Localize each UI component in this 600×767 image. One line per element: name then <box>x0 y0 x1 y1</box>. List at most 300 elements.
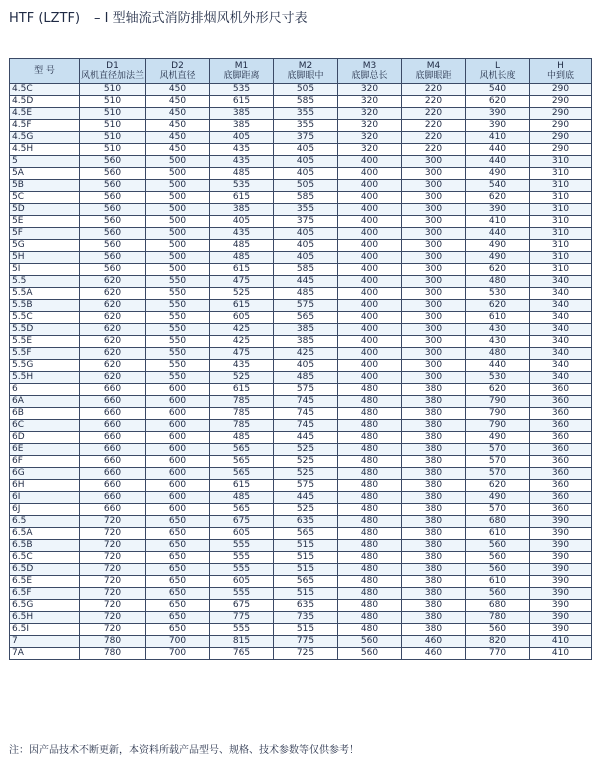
value-cell: 620 <box>466 384 530 396</box>
value-cell: 405 <box>274 240 338 252</box>
value-cell: 615 <box>210 192 274 204</box>
value-cell: 425 <box>210 336 274 348</box>
table-row <box>10 264 592 276</box>
value-cell: 310 <box>530 168 592 180</box>
value-cell: 720 <box>80 516 146 528</box>
table-row <box>10 300 592 312</box>
value-cell: 450 <box>146 96 210 108</box>
value-cell: 400 <box>338 324 402 336</box>
value-cell: 300 <box>402 192 466 204</box>
value-cell: 560 <box>80 252 146 264</box>
value-cell: 480 <box>338 444 402 456</box>
value-cell: 490 <box>466 432 530 444</box>
value-cell: 610 <box>466 528 530 540</box>
value-cell: 400 <box>338 168 402 180</box>
value-cell: 445 <box>274 276 338 288</box>
value-cell: 390 <box>530 552 592 564</box>
table-row <box>10 540 592 552</box>
value-cell: 380 <box>402 444 466 456</box>
value-cell: 390 <box>530 576 592 588</box>
table-row <box>10 624 592 636</box>
value-cell: 410 <box>466 132 530 144</box>
model-cell: 5 <box>10 156 80 168</box>
value-cell: 605 <box>210 528 274 540</box>
value-cell: 720 <box>80 552 146 564</box>
value-cell: 555 <box>210 564 274 576</box>
value-cell: 400 <box>338 180 402 192</box>
value-cell: 300 <box>402 240 466 252</box>
table-row <box>10 312 592 324</box>
value-cell: 500 <box>146 252 210 264</box>
value-cell: 300 <box>402 228 466 240</box>
value-cell: 720 <box>80 612 146 624</box>
model-cell: 6D <box>10 432 80 444</box>
value-cell: 425 <box>210 324 274 336</box>
value-cell: 600 <box>146 456 210 468</box>
model-cell: 5.5G <box>10 360 80 372</box>
value-cell: 400 <box>338 204 402 216</box>
value-cell: 525 <box>210 372 274 384</box>
value-cell: 480 <box>338 600 402 612</box>
value-cell: 390 <box>530 564 592 576</box>
value-cell: 340 <box>530 324 592 336</box>
value-cell: 440 <box>466 144 530 156</box>
model-cell: 4.5F <box>10 120 80 132</box>
value-cell: 375 <box>274 132 338 144</box>
value-cell: 720 <box>80 528 146 540</box>
value-cell: 790 <box>466 408 530 420</box>
value-cell: 725 <box>274 648 338 660</box>
value-cell: 310 <box>530 180 592 192</box>
model-cell: 6 <box>10 384 80 396</box>
value-cell: 480 <box>338 504 402 516</box>
value-cell: 570 <box>466 468 530 480</box>
value-cell: 480 <box>338 564 402 576</box>
value-cell: 650 <box>146 564 210 576</box>
value-cell: 310 <box>530 228 592 240</box>
value-cell: 300 <box>402 204 466 216</box>
value-cell: 300 <box>402 312 466 324</box>
value-cell: 440 <box>466 360 530 372</box>
value-cell: 745 <box>274 408 338 420</box>
table-row <box>10 480 592 492</box>
value-cell: 360 <box>530 504 592 516</box>
value-cell: 660 <box>80 456 146 468</box>
value-cell: 290 <box>530 96 592 108</box>
value-cell: 380 <box>402 492 466 504</box>
value-cell: 565 <box>210 504 274 516</box>
value-cell: 505 <box>274 84 338 96</box>
value-cell: 450 <box>146 132 210 144</box>
value-cell: 485 <box>210 168 274 180</box>
value-cell: 585 <box>274 192 338 204</box>
value-cell: 310 <box>530 204 592 216</box>
value-cell: 355 <box>274 204 338 216</box>
model-cell: 6F <box>10 456 80 468</box>
value-cell: 445 <box>274 432 338 444</box>
value-cell: 620 <box>80 312 146 324</box>
model-cell: 6.5E <box>10 576 80 588</box>
value-cell: 500 <box>146 180 210 192</box>
value-cell: 320 <box>338 96 402 108</box>
value-cell: 720 <box>80 624 146 636</box>
value-cell: 490 <box>466 492 530 504</box>
value-cell: 340 <box>530 372 592 384</box>
model-cell: 6B <box>10 408 80 420</box>
table-row <box>10 276 592 288</box>
value-cell: 400 <box>338 336 402 348</box>
value-cell: 600 <box>146 420 210 432</box>
model-cell: 4.5C <box>10 84 80 96</box>
value-cell: 390 <box>530 624 592 636</box>
model-cell: 6.5A <box>10 528 80 540</box>
value-cell: 620 <box>466 480 530 492</box>
table-row <box>10 552 592 564</box>
model-cell: 5I <box>10 264 80 276</box>
value-cell: 565 <box>274 312 338 324</box>
value-cell: 320 <box>338 132 402 144</box>
title-main: HTF (LZTF) <box>9 11 81 26</box>
value-cell: 565 <box>210 468 274 480</box>
footnote: 注：因产品技术不断更新，本资料所载产品型号、规格、技术参数等仅供参考！ <box>9 745 359 756</box>
value-cell: 560 <box>80 264 146 276</box>
model-cell: 5E <box>10 216 80 228</box>
model-cell: 4.5G <box>10 132 80 144</box>
value-cell: 405 <box>274 228 338 240</box>
value-cell: 385 <box>274 324 338 336</box>
value-cell: 390 <box>466 120 530 132</box>
value-cell: 435 <box>210 360 274 372</box>
value-cell: 405 <box>210 216 274 228</box>
value-cell: 360 <box>530 396 592 408</box>
table-row <box>10 528 592 540</box>
value-cell: 390 <box>530 612 592 624</box>
value-cell: 510 <box>80 84 146 96</box>
table-row <box>10 564 592 576</box>
value-cell: 500 <box>146 216 210 228</box>
value-cell: 650 <box>146 540 210 552</box>
value-cell: 560 <box>80 156 146 168</box>
value-cell: 290 <box>530 84 592 96</box>
model-cell: 6C <box>10 420 80 432</box>
value-cell: 450 <box>146 120 210 132</box>
model-cell: 5.5 <box>10 276 80 288</box>
value-cell: 620 <box>80 360 146 372</box>
value-cell: 390 <box>466 204 530 216</box>
value-cell: 380 <box>402 576 466 588</box>
value-cell: 400 <box>338 312 402 324</box>
value-cell: 745 <box>274 420 338 432</box>
value-cell: 380 <box>402 624 466 636</box>
value-cell: 390 <box>466 108 530 120</box>
table-body <box>10 84 592 660</box>
value-cell: 385 <box>274 336 338 348</box>
value-cell: 220 <box>402 108 466 120</box>
value-cell: 380 <box>402 588 466 600</box>
model-cell: 6.5G <box>10 600 80 612</box>
value-cell: 400 <box>338 240 402 252</box>
model-cell: 5H <box>10 252 80 264</box>
value-cell: 735 <box>274 612 338 624</box>
value-cell: 605 <box>210 576 274 588</box>
value-cell: 615 <box>210 264 274 276</box>
value-cell: 515 <box>274 564 338 576</box>
value-cell: 500 <box>146 228 210 240</box>
value-cell: 650 <box>146 588 210 600</box>
value-cell: 390 <box>530 516 592 528</box>
value-cell: 575 <box>274 300 338 312</box>
table-row <box>10 228 592 240</box>
value-cell: 565 <box>210 456 274 468</box>
value-cell: 560 <box>466 540 530 552</box>
value-cell: 480 <box>338 432 402 444</box>
value-cell: 780 <box>80 636 146 648</box>
value-cell: 620 <box>80 300 146 312</box>
value-cell: 550 <box>146 276 210 288</box>
model-cell: 5A <box>10 168 80 180</box>
model-cell: 5F <box>10 228 80 240</box>
value-cell: 615 <box>210 480 274 492</box>
value-cell: 485 <box>274 288 338 300</box>
value-cell: 525 <box>274 456 338 468</box>
header-h: H 中到底 <box>530 59 592 84</box>
value-cell: 500 <box>146 192 210 204</box>
value-cell: 615 <box>210 300 274 312</box>
value-cell: 405 <box>274 156 338 168</box>
value-cell: 220 <box>402 120 466 132</box>
model-cell: 5.5A <box>10 288 80 300</box>
value-cell: 680 <box>466 600 530 612</box>
value-cell: 320 <box>338 120 402 132</box>
value-cell: 555 <box>210 624 274 636</box>
value-cell: 785 <box>210 420 274 432</box>
value-cell: 660 <box>80 396 146 408</box>
value-cell: 680 <box>466 516 530 528</box>
value-cell: 340 <box>530 348 592 360</box>
value-cell: 560 <box>80 204 146 216</box>
value-cell: 505 <box>274 180 338 192</box>
value-cell: 410 <box>530 636 592 648</box>
value-cell: 660 <box>80 444 146 456</box>
value-cell: 620 <box>466 192 530 204</box>
model-cell: 6.5F <box>10 588 80 600</box>
table-row <box>10 120 592 132</box>
value-cell: 355 <box>274 120 338 132</box>
value-cell: 385 <box>210 204 274 216</box>
table-row <box>10 156 592 168</box>
value-cell: 380 <box>402 432 466 444</box>
table-row <box>10 420 592 432</box>
header-l: L 风机长度 <box>466 59 530 84</box>
table-row <box>10 516 592 528</box>
value-cell: 490 <box>466 168 530 180</box>
value-cell: 785 <box>210 396 274 408</box>
value-cell: 480 <box>338 576 402 588</box>
value-cell: 525 <box>274 504 338 516</box>
table-row <box>10 396 592 408</box>
value-cell: 320 <box>338 84 402 96</box>
value-cell: 380 <box>402 408 466 420</box>
value-cell: 660 <box>80 420 146 432</box>
value-cell: 405 <box>274 144 338 156</box>
value-cell: 430 <box>466 324 530 336</box>
value-cell: 485 <box>210 252 274 264</box>
table-row <box>10 576 592 588</box>
model-cell: 5.5B <box>10 300 80 312</box>
value-cell: 400 <box>338 192 402 204</box>
value-cell: 660 <box>80 504 146 516</box>
value-cell: 440 <box>466 156 530 168</box>
value-cell: 620 <box>466 264 530 276</box>
value-cell: 500 <box>146 168 210 180</box>
value-cell: 360 <box>530 408 592 420</box>
value-cell: 585 <box>274 96 338 108</box>
value-cell: 775 <box>210 612 274 624</box>
value-cell: 435 <box>210 144 274 156</box>
value-cell: 550 <box>146 324 210 336</box>
value-cell: 290 <box>530 120 592 132</box>
value-cell: 550 <box>146 360 210 372</box>
value-cell: 380 <box>402 396 466 408</box>
table-row <box>10 180 592 192</box>
table-row <box>10 108 592 120</box>
model-cell: 5.5F <box>10 348 80 360</box>
value-cell: 560 <box>466 588 530 600</box>
value-cell: 650 <box>146 528 210 540</box>
table-row <box>10 600 592 612</box>
value-cell: 400 <box>338 288 402 300</box>
value-cell: 340 <box>530 336 592 348</box>
value-cell: 360 <box>530 384 592 396</box>
model-cell: 6.5D <box>10 564 80 576</box>
value-cell: 480 <box>338 528 402 540</box>
value-cell: 570 <box>466 456 530 468</box>
table-header-row <box>10 59 592 84</box>
value-cell: 425 <box>274 348 338 360</box>
value-cell: 775 <box>274 636 338 648</box>
value-cell: 560 <box>80 240 146 252</box>
value-cell: 485 <box>274 372 338 384</box>
value-cell: 480 <box>466 348 530 360</box>
value-cell: 660 <box>80 468 146 480</box>
value-cell: 400 <box>338 348 402 360</box>
table-row <box>10 96 592 108</box>
value-cell: 510 <box>80 132 146 144</box>
value-cell: 400 <box>338 216 402 228</box>
value-cell: 560 <box>80 180 146 192</box>
value-cell: 480 <box>338 408 402 420</box>
table-row <box>10 84 592 96</box>
table-row <box>10 468 592 480</box>
header-d1: D1 风机直径加法兰 <box>80 59 146 84</box>
value-cell: 560 <box>338 648 402 660</box>
value-cell: 480 <box>338 540 402 552</box>
value-cell: 480 <box>338 624 402 636</box>
table-row <box>10 384 592 396</box>
value-cell: 300 <box>402 264 466 276</box>
value-cell: 560 <box>80 168 146 180</box>
value-cell: 380 <box>402 384 466 396</box>
value-cell: 700 <box>146 636 210 648</box>
value-cell: 650 <box>146 516 210 528</box>
table-row <box>10 240 592 252</box>
value-cell: 380 <box>402 552 466 564</box>
value-cell: 310 <box>530 192 592 204</box>
value-cell: 300 <box>402 360 466 372</box>
value-cell: 380 <box>402 540 466 552</box>
value-cell: 585 <box>274 264 338 276</box>
table-row <box>10 204 592 216</box>
value-cell: 790 <box>466 396 530 408</box>
value-cell: 720 <box>80 600 146 612</box>
value-cell: 300 <box>402 216 466 228</box>
model-cell: 4.5E <box>10 108 80 120</box>
value-cell: 475 <box>210 276 274 288</box>
value-cell: 790 <box>466 420 530 432</box>
value-cell: 405 <box>210 132 274 144</box>
table-row <box>10 492 592 504</box>
value-cell: 560 <box>80 228 146 240</box>
header-model: 型 号 <box>10 59 80 84</box>
value-cell: 360 <box>530 492 592 504</box>
value-cell: 220 <box>402 96 466 108</box>
value-cell: 440 <box>466 228 530 240</box>
value-cell: 555 <box>210 540 274 552</box>
header-m3: M3 底脚总长 <box>338 59 402 84</box>
value-cell: 220 <box>402 84 466 96</box>
value-cell: 560 <box>466 624 530 636</box>
value-cell: 510 <box>80 144 146 156</box>
value-cell: 480 <box>338 588 402 600</box>
table-row <box>10 432 592 444</box>
value-cell: 220 <box>402 132 466 144</box>
model-cell: 5G <box>10 240 80 252</box>
table-row <box>10 612 592 624</box>
value-cell: 570 <box>466 504 530 516</box>
value-cell: 480 <box>338 420 402 432</box>
value-cell: 445 <box>274 492 338 504</box>
value-cell: 650 <box>146 600 210 612</box>
value-cell: 320 <box>338 108 402 120</box>
value-cell: 340 <box>530 300 592 312</box>
value-cell: 480 <box>338 480 402 492</box>
model-cell: 6E <box>10 444 80 456</box>
value-cell: 600 <box>146 468 210 480</box>
value-cell: 600 <box>146 444 210 456</box>
value-cell: 435 <box>210 228 274 240</box>
value-cell: 480 <box>338 468 402 480</box>
value-cell: 530 <box>466 288 530 300</box>
value-cell: 720 <box>80 576 146 588</box>
value-cell: 575 <box>274 480 338 492</box>
value-cell: 620 <box>80 336 146 348</box>
value-cell: 400 <box>338 372 402 384</box>
value-cell: 720 <box>80 588 146 600</box>
value-cell: 600 <box>146 384 210 396</box>
value-cell: 785 <box>210 408 274 420</box>
value-cell: 560 <box>466 564 530 576</box>
value-cell: 515 <box>274 552 338 564</box>
table-row <box>10 588 592 600</box>
header-m1: M1 底脚距离 <box>210 59 274 84</box>
value-cell: 340 <box>530 288 592 300</box>
value-cell: 765 <box>210 648 274 660</box>
value-cell: 525 <box>274 468 338 480</box>
value-cell: 380 <box>402 600 466 612</box>
value-cell: 550 <box>146 336 210 348</box>
value-cell: 510 <box>80 96 146 108</box>
page-title <box>9 7 308 26</box>
